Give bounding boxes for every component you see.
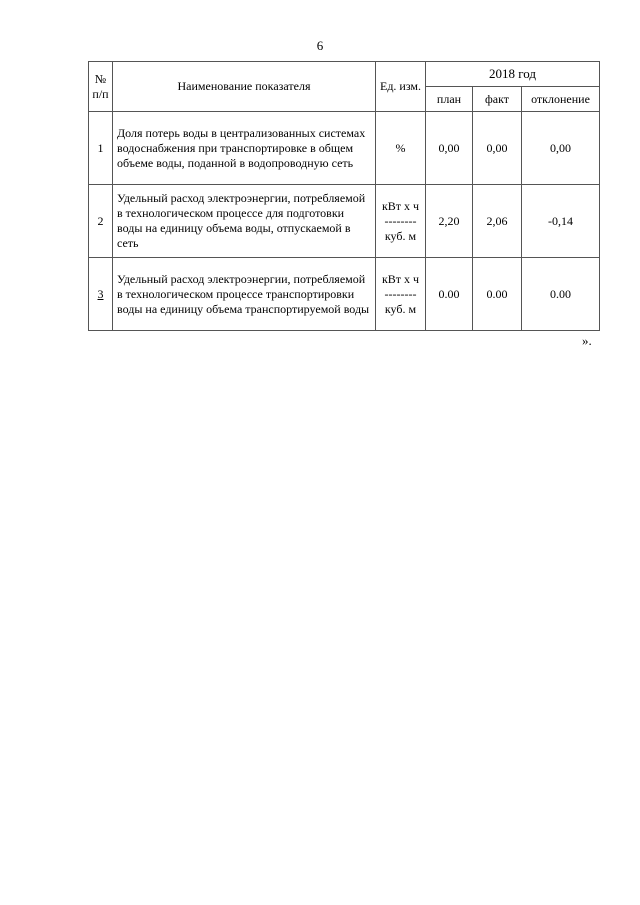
row-unit-bottom: куб. м <box>384 301 417 316</box>
row-fact: 0.00 <box>473 258 522 331</box>
header-year: 2018 год <box>426 62 600 87</box>
header-fact: факт <box>473 87 522 112</box>
row-plan: 0.00 <box>426 258 473 331</box>
row-unit-separator: -------- <box>384 286 417 301</box>
header-plan: план <box>426 87 473 112</box>
header-name: Наименование показателя <box>113 62 376 112</box>
closing-quote-mark: ». <box>582 333 592 348</box>
row-deviation: 0.00 <box>522 258 600 331</box>
table-row <box>89 258 600 331</box>
table-header-row <box>89 62 600 87</box>
row-plan: 0,00 <box>426 112 473 185</box>
row-name: Удельный расход электроэнергии, потребляемой в технологическом процессе транспортировки воды на единицу объема транспортируемой воды <box>113 258 376 331</box>
row-unit-top: кВт х ч <box>381 271 420 286</box>
row-deviation: -0,14 <box>522 185 600 258</box>
row-fact: 0,00 <box>473 112 522 185</box>
header-num: № п/п <box>89 62 113 112</box>
row-unit <box>376 112 426 185</box>
row-deviation: 0,00 <box>522 112 600 185</box>
row-unit-bottom: куб. м <box>384 228 417 243</box>
row-unit-top: % <box>395 140 406 155</box>
page-number: 6 <box>316 38 324 53</box>
row-fact: 2,06 <box>473 185 522 258</box>
table-row <box>89 112 600 185</box>
row-unit-top: кВт х ч <box>381 198 420 213</box>
row-unit-separator: -------- <box>384 213 417 228</box>
row-name: Удельный расход электроэнергии, потребляемой в технологическом процессе для подготовки воды на единицу объема воды, отпускаемой в сеть <box>113 185 376 258</box>
header-unit: Ед. изм. <box>376 62 426 112</box>
row-unit <box>376 258 426 331</box>
row-name: Доля потерь воды в централизованных системах водоснабжения при транспортировке в общем объеме воды, поданной в водопроводную сеть <box>113 112 376 185</box>
row-num <box>89 258 113 331</box>
table-row <box>89 185 600 258</box>
row-unit <box>376 185 426 258</box>
header-deviation: отклонение <box>522 87 600 112</box>
row-num: 1 <box>89 112 113 185</box>
row-plan: 2,20 <box>426 185 473 258</box>
row-num-link: 3 <box>97 286 104 301</box>
row-num: 2 <box>89 185 113 258</box>
indicators-table <box>88 61 600 331</box>
